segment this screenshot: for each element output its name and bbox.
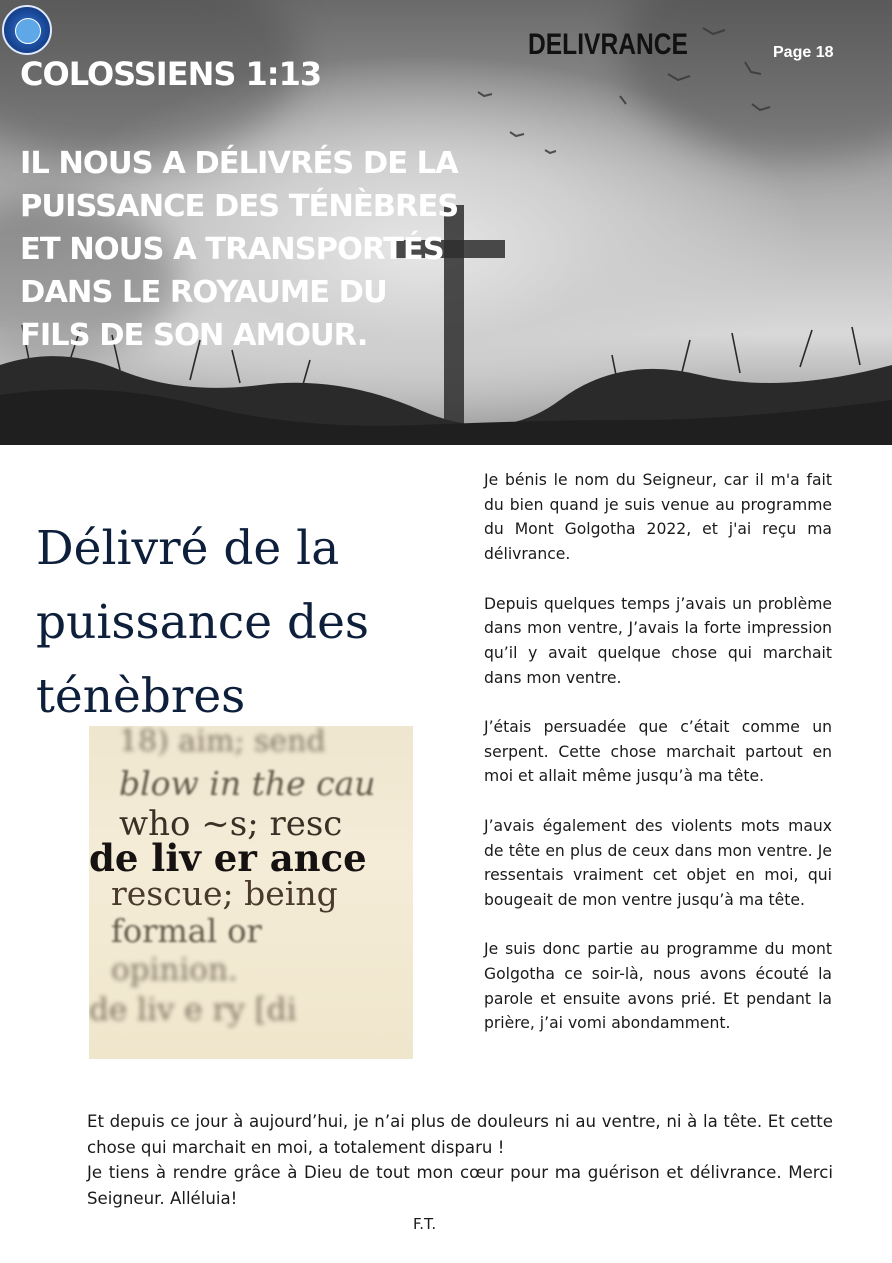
- header-banner: [0, 0, 892, 445]
- article-conclusion: [87, 1109, 833, 1212]
- dictionary-line: de liv e ry [di: [89, 992, 297, 1028]
- paragraph: Je bénis le nom du Seigneur, car il m'a fait du bien quand je suis venue au programme du Mont Golgotha 2022, et j'ai reçu ma délivrance.: [484, 471, 832, 564]
- verse-line: DANS LE ROYAUME DU: [20, 275, 387, 310]
- verse-text: [20, 142, 520, 357]
- heading-line: puissance des: [36, 595, 370, 650]
- dictionary-line: de liv er ance: [89, 836, 367, 880]
- article-column: [484, 468, 832, 1036]
- verse-reference: COLOSSIENS 1:13: [20, 55, 322, 93]
- verse-line: ET NOUS A TRANSPORTÉS: [20, 232, 444, 267]
- heading-line: Délivré de la: [36, 521, 340, 576]
- dictionary-line: 18) aim; send: [119, 726, 326, 759]
- dictionary-line: blow in the cau: [119, 764, 376, 803]
- dictionary-line: who ~s; resc: [119, 804, 343, 844]
- paragraph: J’étais persuadée que c’était comme un serpent. Cette chose marchait partout en moi et allait même jusqu’à ma tête.: [484, 718, 832, 786]
- paragraph: Je tiens à rendre grâce à Dieu de tout mon cœur pour ma guérison et délivrance. Merci Seigneur. Alléluia!: [87, 1163, 833, 1209]
- dictionary-line: formal or: [111, 912, 262, 950]
- dictionary-image: [89, 726, 413, 1059]
- globe-icon: [15, 18, 41, 44]
- author-signature: F.T.: [413, 1215, 437, 1233]
- verse-line: IL NOUS A DÉLIVRÉS DE LA: [20, 146, 458, 181]
- paragraph: Depuis quelques temps j’avais un problème dans mon ventre, J’avais la forte impression qu’il y avait quelque chose qui marchait dans mon ventre.: [484, 594, 832, 687]
- dictionary-line: rescue; being: [111, 874, 338, 913]
- verse-line: PUISSANCE DES TÉNÈBRES: [20, 189, 459, 224]
- page-number: Page 18: [773, 44, 834, 61]
- dictionary-line: opinion.: [111, 952, 238, 988]
- paragraph: Et depuis ce jour à aujourd’hui, je n’ai plus de douleurs ni au ventre, ni à la tête. Et cette chose qui marchait en moi, a totalement disparu !: [87, 1112, 833, 1157]
- verse-line: FILS DE SON AMOUR.: [20, 318, 368, 353]
- article-heading: [36, 512, 456, 734]
- paragraph: Je suis donc partie au programme du mont Golgotha ce soir-là, nous avons écouté la parole et ensuite avons prié. Et pendant la prière, j’ai vomi abondamment.: [484, 940, 832, 1033]
- paragraph: J’avais également des violents mots maux de tête en plus de ceux dans mon ventre. Je ressentais vraiment cet objet en moi, qui bougeait de mon ventre jusqu’à ma tête.: [484, 816, 832, 909]
- heading-line: ténèbres: [36, 669, 246, 724]
- section-title: DELIVRANCE: [528, 28, 688, 61]
- church-logo: [2, 5, 52, 55]
